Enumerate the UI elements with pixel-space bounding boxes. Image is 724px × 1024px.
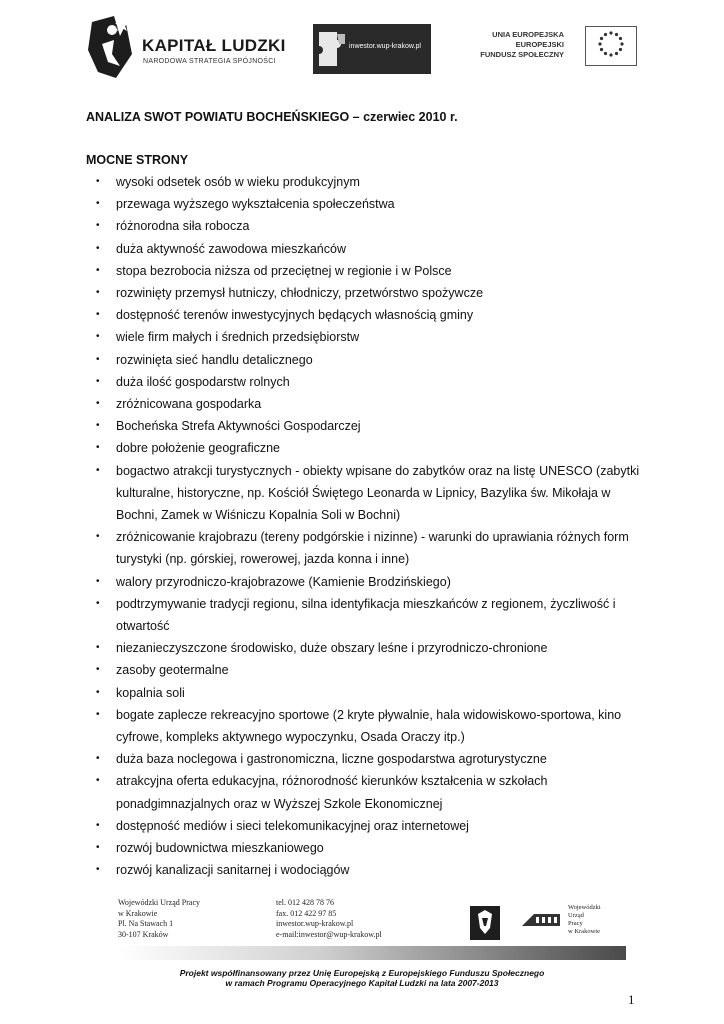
- list-item-text: [116, 770, 646, 814]
- bullet-icon: •: [96, 264, 100, 276]
- bullet-icon: •: [96, 287, 100, 299]
- list-item-line: zróżnicowana gospodarka: [116, 397, 262, 412]
- kapital-ludzki-subtitle: NARODOWA STRATEGIA SPÓJNOŚCI: [143, 58, 276, 65]
- list-item-line: zasoby geotermalne: [116, 663, 229, 678]
- wup-krakow-logo-text: [568, 904, 601, 936]
- list-item: [86, 349, 646, 371]
- list-item: [86, 260, 646, 282]
- list-item-line: wysoki odsetek osób w wieku produkcyjnym: [116, 175, 360, 189]
- list-item-line: Bocheńska Strefa Aktywności Gospodarczej: [116, 419, 361, 434]
- list-item-line: rozwój budownictwa mieszkaniowego: [116, 841, 324, 856]
- bullet-icon: •: [96, 353, 100, 365]
- document-title: ANALIZA SWOT POWIATU BOCHEŃSKIEGO – czerwiec 2010 r.: [86, 110, 458, 124]
- list-item: [86, 659, 646, 681]
- bullet-icon: •: [96, 331, 100, 343]
- bullet-icon: •: [96, 531, 100, 543]
- list-item-text: [116, 859, 646, 881]
- list-item-line: walory przyrodniczo-krajobrazowe (Kamienie Brodzińskiego): [116, 574, 451, 589]
- bullet-icon: •: [96, 753, 100, 765]
- list-item-line: duża baza noclegowa i gastronomiczna, liczne gospodarstwa agroturystyczne: [116, 752, 547, 767]
- bullet-icon: •: [96, 420, 100, 432]
- strengths-list: [86, 171, 646, 882]
- list-item-line: dobre położenie geograficzne: [116, 441, 281, 456]
- eu-text-line: EUROPEJSKI: [515, 40, 564, 49]
- list-item-text: [116, 659, 646, 681]
- footer-address-line: w Krakowie: [118, 908, 158, 918]
- list-item: [86, 526, 646, 570]
- logo-text-line: Wojewódzki: [568, 904, 601, 911]
- list-item-line: otwartość: [116, 619, 170, 634]
- list-item: [86, 571, 646, 593]
- bullet-icon: •: [96, 575, 100, 587]
- bullet-icon: •: [96, 464, 100, 476]
- kapital-ludzki-title: KAPITAŁ LUDZKI: [142, 36, 286, 55]
- list-item: [86, 770, 646, 814]
- list-item-line: dostępność mediów i sieci telekomunikacyjnej oraz internetowej: [116, 818, 469, 833]
- list-item-text: [116, 371, 646, 393]
- bullet-icon: •: [96, 686, 100, 698]
- page-number: 1: [628, 992, 635, 1007]
- list-item-line: ponadgimnazjalnych oraz w Wyższej Szkole Ekonomicznej: [116, 796, 443, 811]
- list-item-line: duża ilość gospodarstw rolnych: [116, 374, 290, 389]
- list-item: [86, 193, 646, 215]
- list-item-text: [116, 748, 646, 770]
- list-item: [86, 371, 646, 393]
- list-item-line: cyfrowe, kompleks aktywnego wypoczynku, Osada Oraczy itp.): [116, 730, 465, 745]
- list-item-text: [116, 260, 646, 282]
- list-item-text: [116, 704, 646, 748]
- footer-phone: tel. 012 428 78 76: [276, 898, 334, 907]
- list-item: [86, 215, 646, 237]
- list-item: [86, 704, 646, 748]
- bullet-icon: •: [96, 597, 100, 609]
- list-item: [86, 815, 646, 837]
- list-item: [86, 682, 646, 704]
- list-item-line: atrakcyjna oferta edukacyjna, różnorodność kierunków kształcenia w szkołach: [116, 774, 548, 789]
- list-item-text: [116, 282, 646, 304]
- footer-divider-band: [118, 946, 626, 960]
- malopolska-emblem-icon: [470, 906, 500, 940]
- bullet-icon: •: [96, 176, 100, 187]
- bullet-icon: •: [96, 309, 100, 321]
- footer-fax: fax. 012 422 97 85: [276, 908, 337, 918]
- footer-address-line: 30-107 Kraków: [118, 929, 169, 939]
- kapital-ludzki-emblem-icon: [86, 14, 136, 80]
- cofinancing-note-line1: Projekt współfinansowany przez Unię Europejską z Europejskiego Funduszu Społecznego: [179, 968, 545, 978]
- list-item: [86, 437, 646, 459]
- bullet-icon: •: [96, 642, 100, 654]
- list-item-text: [116, 393, 646, 415]
- list-item-line: rozwinięty przemysł hutniczy, chłodniczy, przetwórstwo spożywcze: [116, 286, 484, 301]
- kapital-ludzki-logo: [86, 14, 301, 82]
- list-item-text: [116, 326, 646, 348]
- cofinancing-note: [86, 968, 638, 988]
- list-item-line: rozwój kanalizacji sanitarnej i wodociągów: [116, 863, 350, 878]
- list-item: [86, 837, 646, 859]
- bullet-icon: •: [96, 442, 100, 454]
- list-item-line: Bochni, Zamek w Wiśniczu Kopalnia Soli w Bochni): [116, 508, 401, 523]
- bullet-icon: •: [96, 242, 100, 254]
- list-item-text: [116, 215, 646, 237]
- list-item-text: [116, 815, 646, 837]
- footer-address-line: Wojewódzki Urząd Pracy: [118, 898, 200, 907]
- list-item: [86, 326, 646, 348]
- bullet-icon: •: [96, 842, 100, 854]
- list-item: [86, 282, 646, 304]
- list-item-line: wiele firm małych i średnich przedsiębiorstw: [116, 330, 360, 345]
- wup-investor-url: inwestor.wup-krakow.pl: [349, 43, 421, 50]
- list-item-text: [116, 637, 646, 659]
- list-item-text: [116, 171, 646, 193]
- list-item: [86, 171, 646, 193]
- eu-text-line: UNIA EUROPEJSKA: [492, 30, 564, 39]
- list-item-line: kopalnia soli: [116, 685, 185, 700]
- eu-text: [470, 30, 564, 60]
- bullet-icon: •: [96, 664, 100, 676]
- wup-building-icon: [520, 908, 564, 930]
- footer-contact: [276, 898, 382, 940]
- list-item-line: podtrzymywanie tradycji regionu, silna identyfikacja mieszkańców z regionem, życzliwość i: [116, 596, 616, 611]
- list-item-text: [116, 682, 646, 704]
- list-item-line: duża aktywność zawodowa mieszkańców: [116, 241, 346, 256]
- wup-investor-logo: [313, 24, 431, 74]
- bullet-icon: •: [96, 775, 100, 787]
- bullet-icon: •: [96, 220, 100, 232]
- list-item-line: bogate zaplecze rekreacyjno sportowe (2 kryte pływalnie, hala widowiskowo-sportowa, kino: [116, 707, 622, 722]
- list-item-line: niezanieczyszczone środowisko, duże obszary leśne i przyrodniczo-chronione: [116, 641, 548, 656]
- eu-flag-icon: [585, 26, 637, 66]
- list-item-text: [116, 193, 646, 215]
- list-item-text: [116, 526, 646, 570]
- header: [0, 0, 724, 90]
- list-item-text: [116, 437, 646, 459]
- list-item-text: [116, 837, 646, 859]
- list-item-text: [116, 415, 646, 437]
- logo-text-line: Pracy: [568, 920, 583, 927]
- bullet-icon: •: [96, 819, 100, 831]
- list-item: [86, 593, 646, 637]
- bullet-icon: •: [96, 398, 100, 410]
- footer-website: inwestor.wup-krakow.pl: [276, 919, 354, 929]
- list-item: [86, 415, 646, 437]
- list-item-text: [116, 593, 646, 637]
- footer-address: [118, 898, 200, 940]
- list-item-text: [116, 238, 646, 260]
- list-item: [86, 637, 646, 659]
- list-item: [86, 238, 646, 260]
- bullet-icon: •: [96, 375, 100, 387]
- cofinancing-note-line2: w ramach Programu Operacyjnego Kapitał Ludzki na lata 2007-2013: [225, 978, 499, 988]
- list-item-line: przewaga wyższego wykształcenia społeczeństwa: [116, 197, 395, 212]
- list-item: [86, 748, 646, 770]
- bullet-icon: •: [96, 864, 100, 876]
- list-item-line: stopa bezrobocia niższa od przeciętnej w regionie i w Polsce: [116, 263, 452, 278]
- list-item-line: różnorodna siła robocza: [116, 219, 250, 234]
- list-item: [86, 393, 646, 415]
- list-item-line: turystyki (np. górskiej, rowerowej, jazda konna i inne): [116, 552, 410, 567]
- list-item-line: zróżnicowanie krajobrazu (tereny podgórskie i nizinne) - warunki do uprawiania różnych form: [116, 530, 629, 545]
- logo-text-line: Urząd: [568, 912, 584, 919]
- list-item-text: [116, 460, 646, 527]
- list-item-line: rozwinięta sieć handlu detalicznego: [116, 352, 313, 367]
- puzzle-icon: [317, 28, 347, 70]
- bullet-icon: •: [96, 198, 100, 210]
- logo-text-line: w Krakowie: [568, 928, 600, 935]
- section-title-strengths: MOCNE STRONY: [86, 153, 189, 167]
- bullet-icon: •: [96, 708, 100, 720]
- list-item: [86, 859, 646, 881]
- eu-logo: [470, 26, 640, 74]
- eu-text-line: FUNDUSZ SPOŁECZNY: [480, 50, 564, 59]
- footer-email: e-mail:inwestor@wup-krakow.pl: [276, 929, 382, 939]
- list-item-line: bogactwo atrakcji turystycznych - obiekty wpisane do zabytków oraz na listę UNESCO (zabytki: [116, 463, 640, 478]
- list-item: [86, 304, 646, 326]
- list-item: [86, 460, 646, 527]
- list-item-text: [116, 304, 646, 326]
- list-item-text: [116, 571, 646, 593]
- footer-address-line: Pl. Na Stawach 1: [118, 919, 174, 929]
- list-item-text: [116, 349, 646, 371]
- list-item-line: dostępność terenów inwestycyjnych będących własnością gminy: [116, 308, 474, 323]
- list-item-line: kulturalne, historyczne, np. Kościół Świętego Leonarda w Lipnicy, Bazylika św. Mikołaja w: [116, 485, 611, 500]
